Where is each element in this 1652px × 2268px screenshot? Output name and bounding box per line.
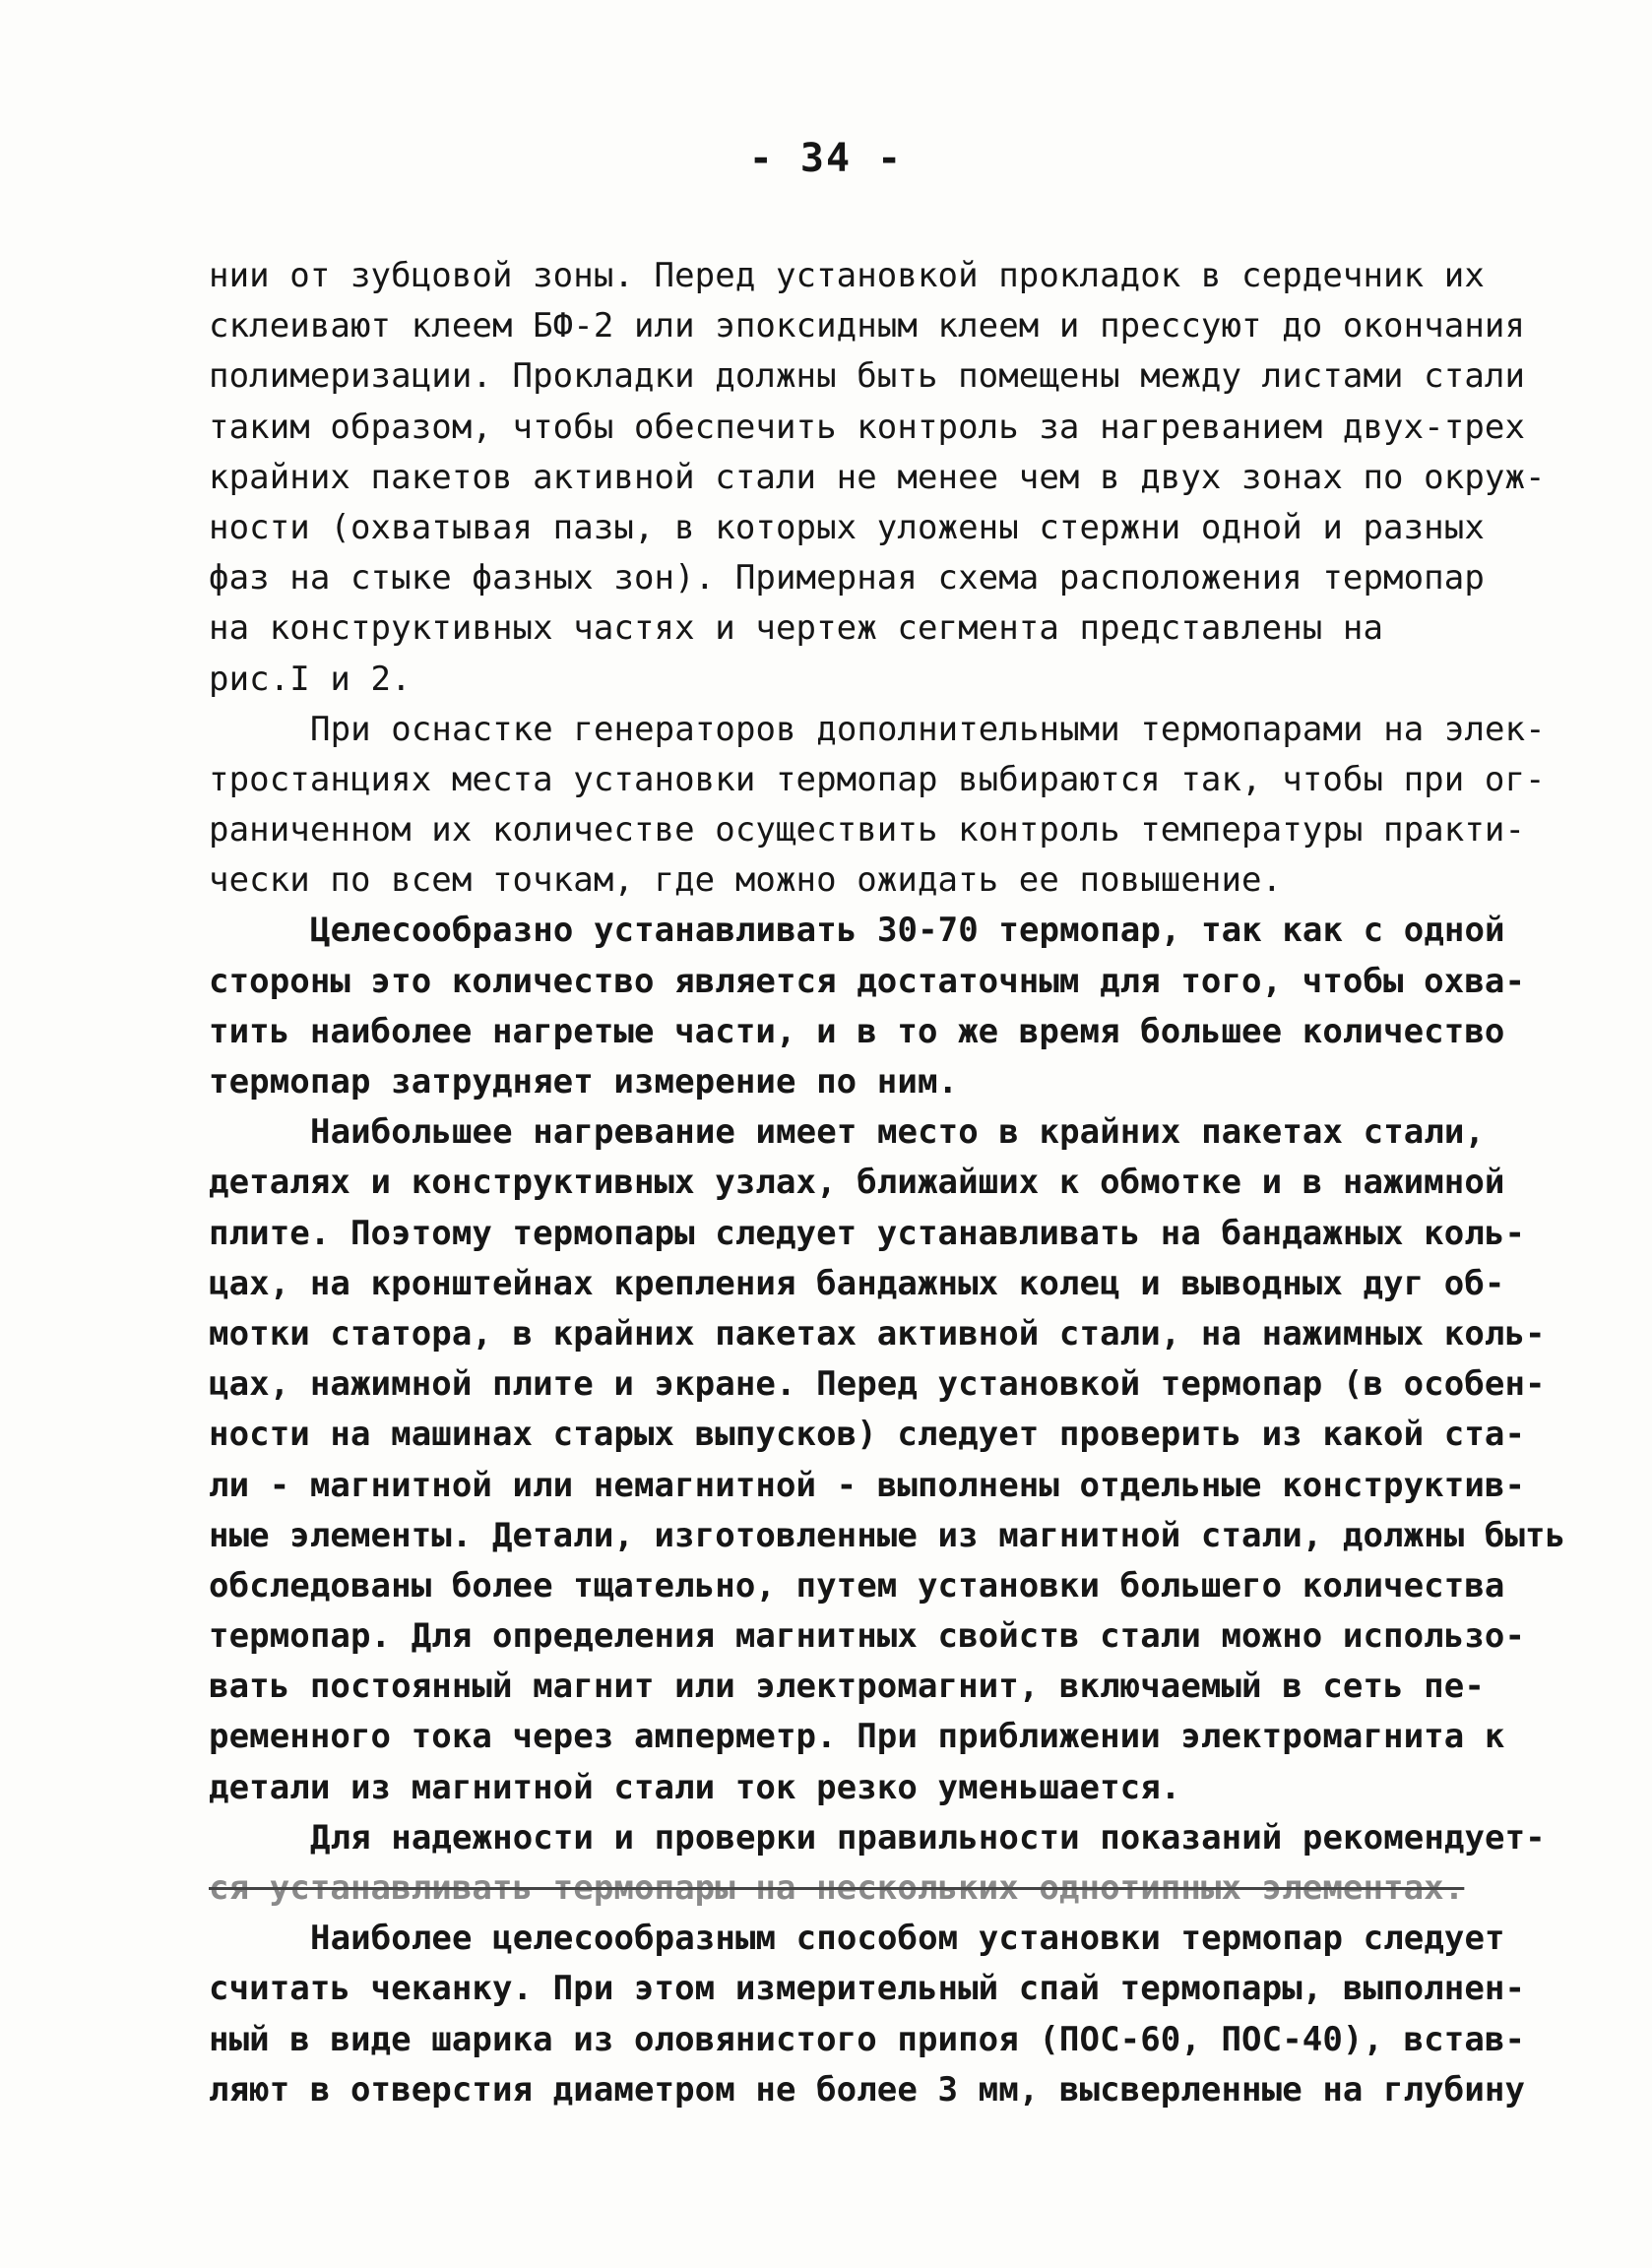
text-line: термопар. Для определения магнитных свойств стали можно использо- <box>209 1616 1526 1657</box>
text-line: детали из магнитной стали ток резко уменьшается. <box>209 1767 1181 1807</box>
page-number: - 34 - <box>748 136 904 181</box>
text-line: рис.I и 2. <box>209 659 412 699</box>
text-line: Наиболее целесообразным способом установки термопар следует <box>310 1919 1505 1959</box>
text-line: плите. Поэтому термопары следует устанавливать на бандажных коль- <box>209 1213 1526 1253</box>
text-line: мотки статора, в крайних пакетах активной стали, на нажимных коль- <box>209 1313 1546 1354</box>
text-line: тростанциях места установки термопар выбираются так, чтобы при ог- <box>209 759 1546 799</box>
text-line: Наибольшее нагревание имеет место в крайних пакетах стали, <box>310 1112 1486 1153</box>
text-line: ности на машинах старых выпусков) следует проверить из какой ста- <box>209 1415 1526 1455</box>
text-line: раниченном их количестве осуществить контроль температуры практи- <box>209 810 1526 850</box>
text-line: склеивают клеем БФ-2 или эпоксидным клеем и прессуют до окончания <box>209 306 1526 346</box>
text-line: ли - магнитной или немагнитной - выполнены отдельные конструктив- <box>209 1465 1526 1505</box>
text-line: ременного тока через амперметр. При приближении электромагнита к <box>209 1717 1505 1757</box>
text-line: вать постоянный магнит или электромагнит, включаемый в сеть пе- <box>209 1667 1485 1707</box>
text-line: ляют в отверстия диаметром не более 3 мм, высверленные на глубину <box>209 2069 1526 2110</box>
text-line: Для надежности и проверки правильности показаний рекомендует- <box>310 1817 1546 1858</box>
text-line: считать чеканку. При этом измерительный спай термопары, выполнен- <box>209 1969 1526 2009</box>
text-line: нии от зубцовой зоны. Перед установкой прокладок в сердечник их <box>209 256 1485 295</box>
paragraph <box>209 1914 1582 2115</box>
text-line: крайних пакетов активной стали не менее чем в двух зонах по окруж- <box>209 457 1546 497</box>
text-line: деталях и конструктивных узлах, ближайших к обмотке и в нажимной <box>209 1163 1505 1203</box>
text-body <box>209 251 1582 2115</box>
text-line: ные элементы. Детали, изготовленные из магнитной стали, должны быть <box>209 1515 1566 1555</box>
paragraph <box>209 1107 1582 1813</box>
paragraph <box>209 251 1582 705</box>
text-line: чески по всем точкам, где можно ожидать ее повышение. <box>209 860 1283 901</box>
text-line: таким образом, чтобы обеспечить контроль за нагреванием двух-трех <box>209 407 1526 447</box>
text-line: стороны это количество является достаточным для того, чтобы охва- <box>209 961 1526 1001</box>
text-line: ный в виде шарика из оловянистого припоя (ПОС-60, ПОС-40), встав- <box>209 2019 1526 2059</box>
text-line: цах, нажимной плите и экране. Перед установкой термопар (в особен- <box>209 1364 1546 1405</box>
paragraph <box>209 906 1582 1107</box>
text-line: обследованы более тщательно, путем установки большего количества <box>209 1565 1505 1606</box>
text-line: на конструктивных частях и чертеж сегмента представлены на <box>209 608 1384 649</box>
text-line: термопар затрудняет измерение по ним. <box>209 1062 959 1102</box>
text-line: фаз на стыке фазных зон). Примерная схема расположения термопар <box>209 558 1485 598</box>
text-line: цах, на кронштейнах крепления бандажных колец и выводных дуг об- <box>209 1263 1505 1303</box>
text-line: ся устанавливать термопары на нескольких однотипных элементах. <box>209 1868 1465 1908</box>
text-line: Целесообразно устанавливать 30-70 термопар, так как с одной <box>310 911 1505 951</box>
paragraph <box>209 1813 1582 1914</box>
text-line: ности (охватывая пазы, в которых уложены стержни одной и разных <box>209 507 1485 547</box>
text-line: полимеризации. Прокладки должны быть помещены между листами стали <box>209 356 1526 397</box>
paragraph <box>209 705 1582 907</box>
text-line: При оснастке генераторов дополнительными термопарами на элек- <box>310 709 1546 749</box>
text-line: тить наиболее нагретые части, и в то же время большее количество <box>209 1011 1505 1051</box>
